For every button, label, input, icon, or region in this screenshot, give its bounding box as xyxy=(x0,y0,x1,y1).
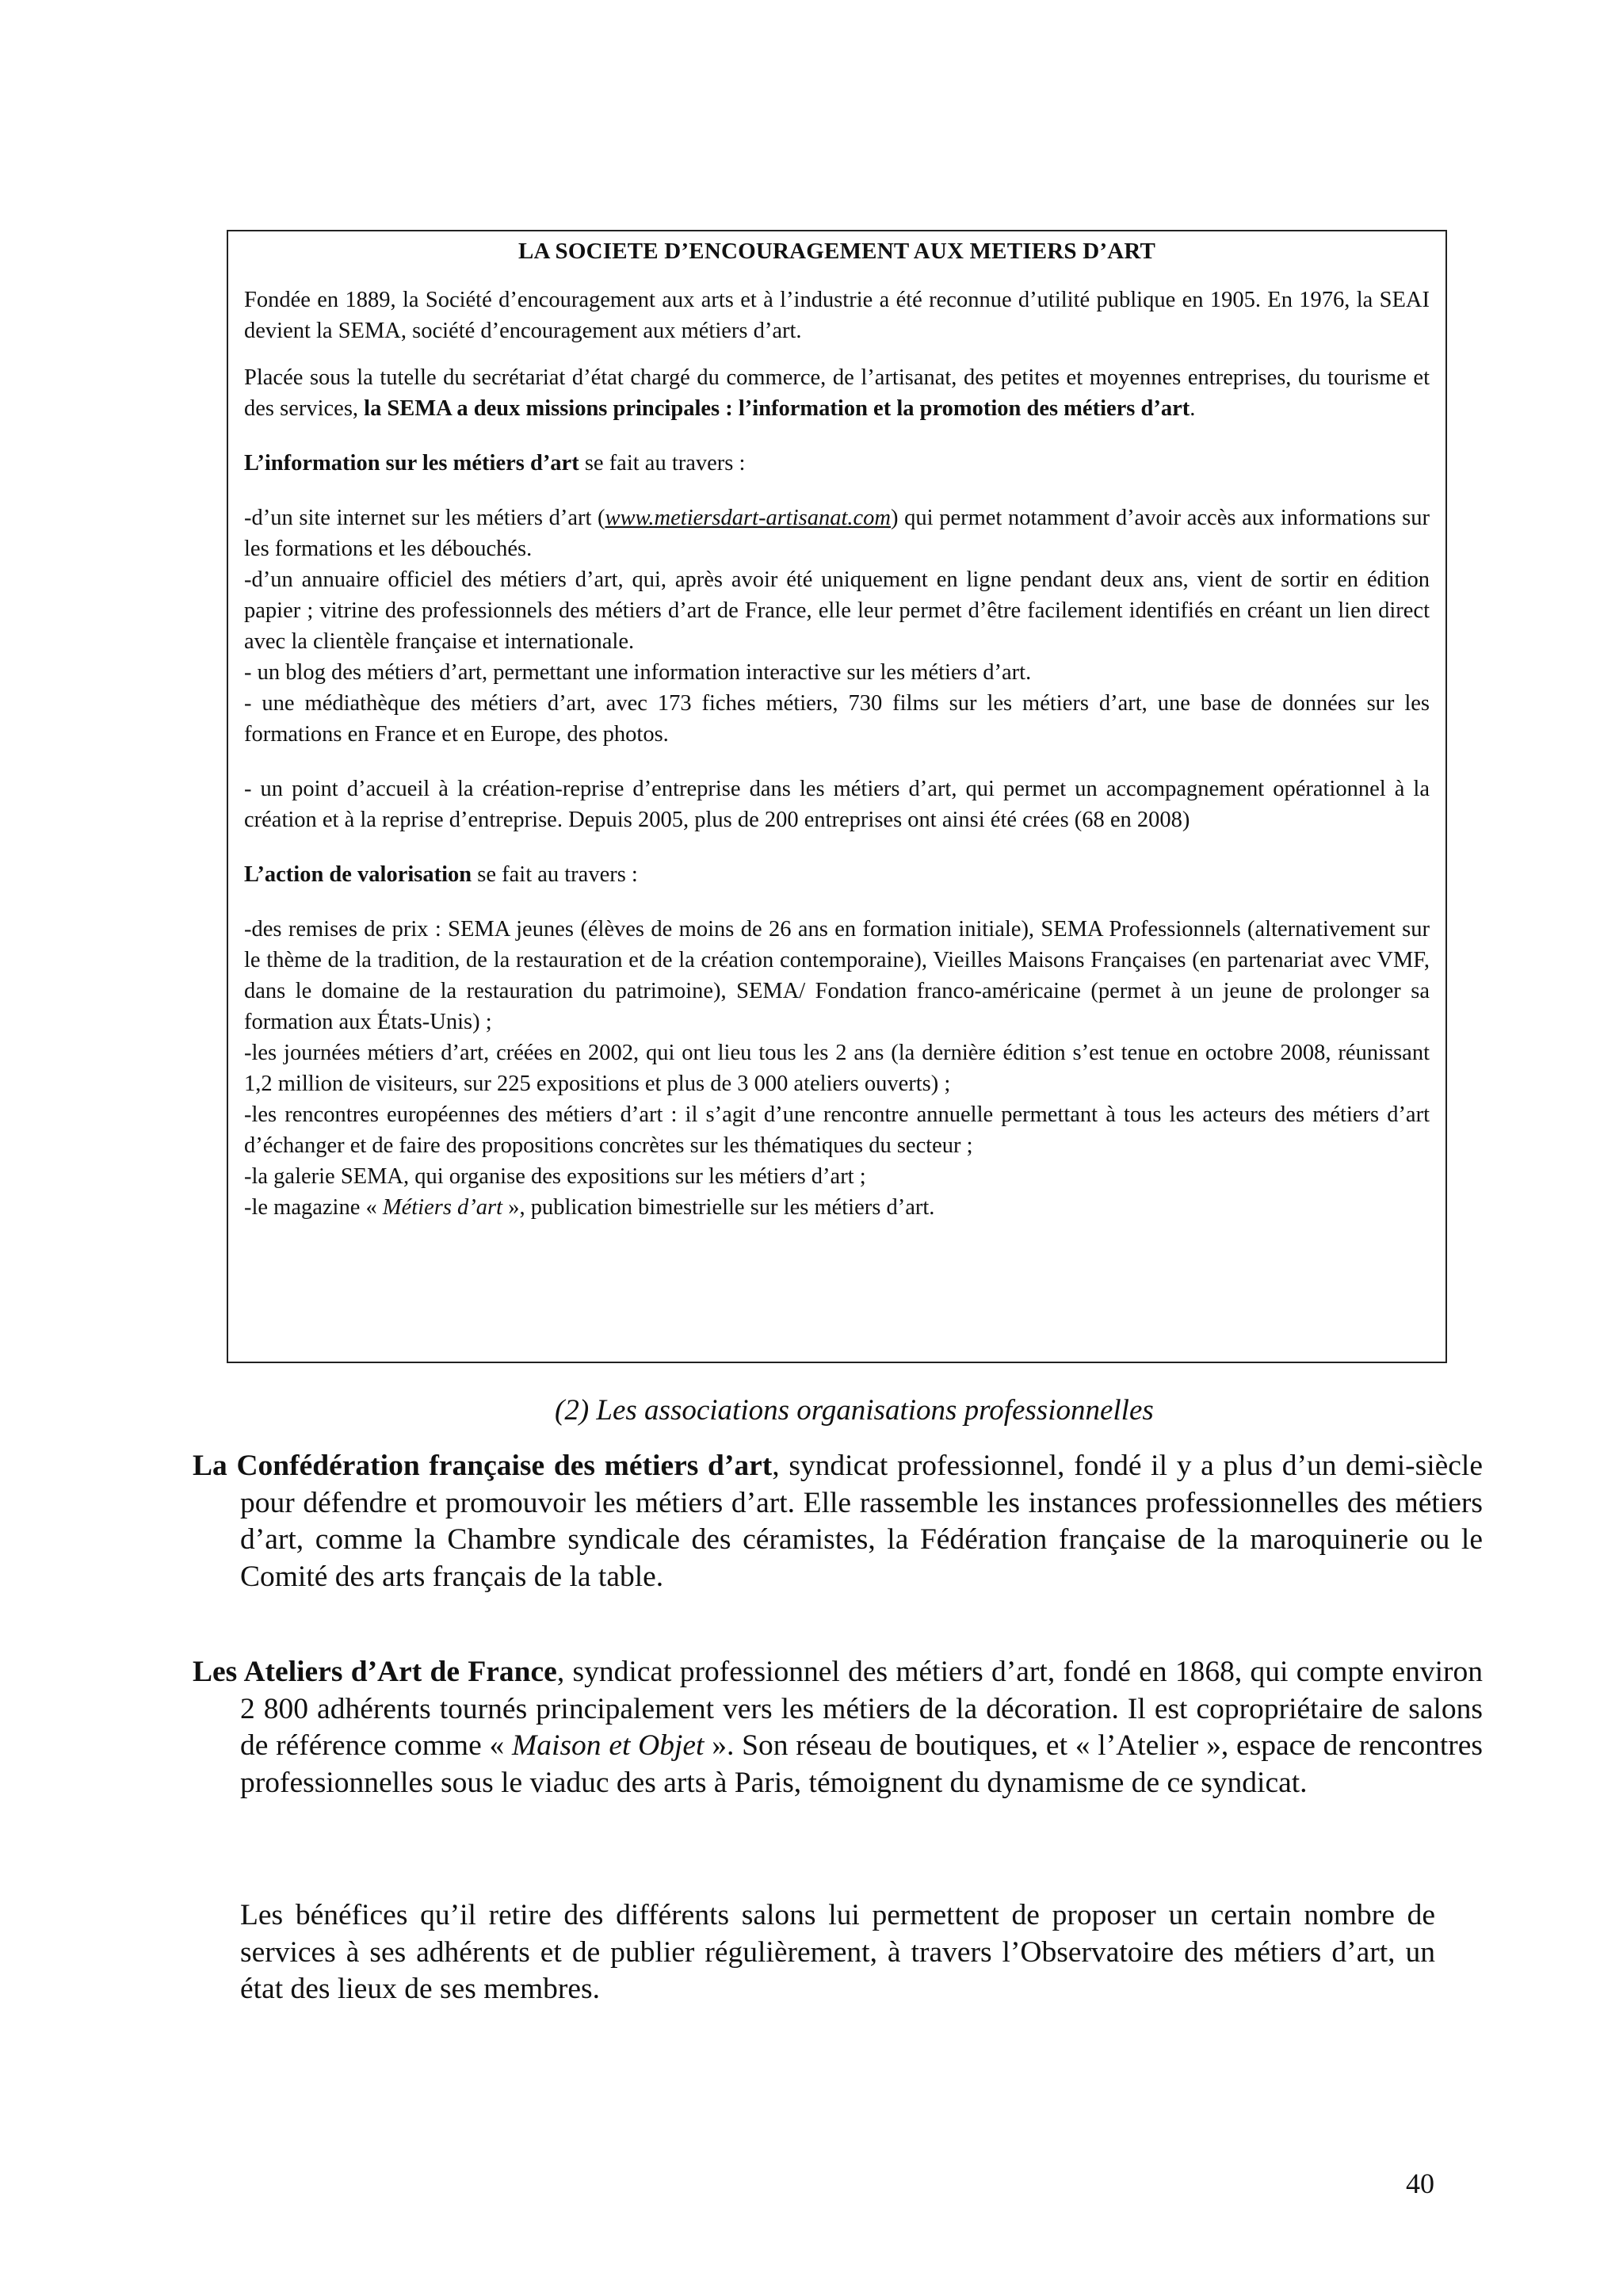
cfma-name: La Confédération française des métiers d’art xyxy=(193,1450,773,1482)
box-paragraph-missions xyxy=(244,362,1430,424)
box-paragraph-history xyxy=(244,285,1430,346)
missions-text: Placée sous la tutelle du secrétariat d’état chargé du commerce, de l’artisanat, des petites et moyennes entreprises, du tourisme et des services, xyxy=(244,365,1430,421)
action-item-journees-text: -les journées métiers d’art, créées en 2002, qui ont lieu tous les 2 ans (la dernière édition s’est tenue en octobre 2008, réunissant 1,2 million de visiteurs, sur 225 expositions et plus de 3 000 ateliers ouverts) ; xyxy=(244,1041,1430,1096)
action-item-prix xyxy=(244,914,1430,1037)
missions-end: . xyxy=(1190,396,1196,421)
info-item-mediatheque xyxy=(244,688,1430,750)
info-item-blog xyxy=(244,657,1430,688)
action-item-prix-text: -des remises de prix : SEMA jeunes (élèves de moins de 26 ans en formation initiale), SEMA Professionnels (alternativement sur le thème de la tradition, de la restauration et de la création contemporaine), Vieilles Maisons Françaises (en partenariat avec VMF, dans le domaine de la restauration du patrimoine), SEMA/ Fondation franco-américaine (permet à un jeune de prolonger sa formation aux États-Unis) ; xyxy=(244,917,1430,1034)
info-item-website-end: ) qui permet notamment d’avoir accès aux informations sur les formations et les débouchés. xyxy=(244,506,1430,561)
benefices-text: Les bénéfices qu’il retire des différents salons lui permettent de proposer un certain nombre de services à ses adhérents et de publier régulièrement, à travers l’Observatoire des métiers d’art, un état des lieux de ses membres. xyxy=(240,1899,1435,2005)
action-item-galerie xyxy=(244,1161,1430,1192)
action-heading-rest: se fait au travers : xyxy=(472,862,638,887)
info-heading-rest: se fait au travers : xyxy=(579,451,746,476)
action-item-magazine-start: -le magazine « xyxy=(244,1195,383,1220)
paragraph-ateliers-art-de-france xyxy=(193,1654,1483,1801)
section-subheading: (2) Les associations organisations professionnelles xyxy=(555,1394,1154,1427)
page-number: 40 xyxy=(1406,2168,1434,2199)
info-heading-bold: L’information sur les métiers d’art xyxy=(244,451,579,476)
info-item-website-start: -d’un site internet sur les métiers d’art ( xyxy=(244,506,605,530)
action-item-rencontres xyxy=(244,1099,1430,1161)
info-item-mediatheque-text: - une médiathèque des métiers d’art, avec 173 fiches métiers, 730 films sur les métiers d’art, une base de données sur les formations en France et en Europe, des photos. xyxy=(244,691,1430,747)
action-item-magazine-end: », publication bimestrielle sur les métiers d’art. xyxy=(502,1195,935,1220)
info-heading xyxy=(244,448,1430,479)
box-title: LA SOCIETE D’ENCOURAGEMENT AUX METIERS D’ART xyxy=(517,239,1156,264)
website-link[interactable]: www.metiersdart-artisanat.com xyxy=(605,506,891,530)
aaf-name: Les Ateliers d’Art de France xyxy=(193,1656,557,1688)
info-item-point-accueil xyxy=(244,774,1430,835)
info-item-blog-text: - un blog des métiers d’art, permettant une information interactive sur les métiers d’art. xyxy=(244,660,1032,685)
aaf-text-2: ». Son réseau de boutiques, et « l’Atelier », espace de rencontres professionnelles sous le viaduc des arts à Paris, témoignent du dynamisme de ce syndicat. xyxy=(240,1729,1483,1799)
aaf-text-1: , syndicat professionnel des métiers d’art, fondé en 1868, qui compte environ 2 800 adhérents tournés principalement vers les métiers de la décoration. Il est copropriétaire de salons de référence comme « xyxy=(240,1656,1483,1762)
action-item-galerie-text: -la galerie SEMA, qui organise des expositions sur les métiers d’art ; xyxy=(244,1164,866,1189)
action-item-rencontres-text: -les rencontres européennes des métiers d’art : il s’agit d’une rencontre annuelle permettant à tous les acteurs des métiers d’art d’échanger et de faire des propositions concrètes sur les thématiques du secteur ; xyxy=(244,1102,1430,1158)
action-item-magazine xyxy=(244,1192,1430,1223)
action-item-journees xyxy=(244,1037,1430,1099)
aaf-salon-name: Maison et Objet xyxy=(512,1729,705,1762)
action-heading-bold: L’action de valorisation xyxy=(244,862,472,887)
history-text: Fondée en 1889, la Société d’encouragement aux arts et à l’industrie a été reconnue d’utilité publique en 1905. En 1976, la SEAI devient la SEMA, société d’encouragement aux métiers d’art. xyxy=(244,288,1430,343)
sema-info-box xyxy=(227,230,1447,1363)
action-heading xyxy=(244,859,1430,890)
info-item-annuaire-text: -d’un annuaire officiel des métiers d’art, qui, après avoir été uniquement en ligne pendant deux ans, vient de sortir en édition papier ; vitrine des professionnels des métiers d’art de France, elle leur permet d’être facilement identifiés en créant un lien direct avec la clientèle française et internationale. xyxy=(244,567,1430,654)
paragraph-benefices xyxy=(240,1897,1435,2008)
info-item-point-accueil-text: - un point d’accueil à la création-reprise d’entreprise dans les métiers d’art, qui permet un accompagnement opérationnel à la création et à la reprise d’entreprise. Depuis 2005, plus de 200 entreprises ont ainsi été crées (68 en 2008) xyxy=(244,777,1430,832)
info-item-annuaire xyxy=(244,564,1430,657)
magazine-title: Métiers d’art xyxy=(382,1195,503,1220)
paragraph-cfma xyxy=(193,1448,1483,1595)
missions-bold: la SEMA a deux missions principales : l’information et la promotion des métiers d’art xyxy=(364,396,1190,421)
cfma-text: , syndicat professionnel, fondé il y a plus d’un demi-siècle pour défendre et promouvoir les métiers d’art. Elle rassemble les instances professionnelles des métiers d’art, comme la Chambre syndicale des céramistes, la Fédération française de la maroquinerie ou le Comité des arts français de la table. xyxy=(240,1450,1483,1593)
info-item-website xyxy=(244,502,1430,564)
